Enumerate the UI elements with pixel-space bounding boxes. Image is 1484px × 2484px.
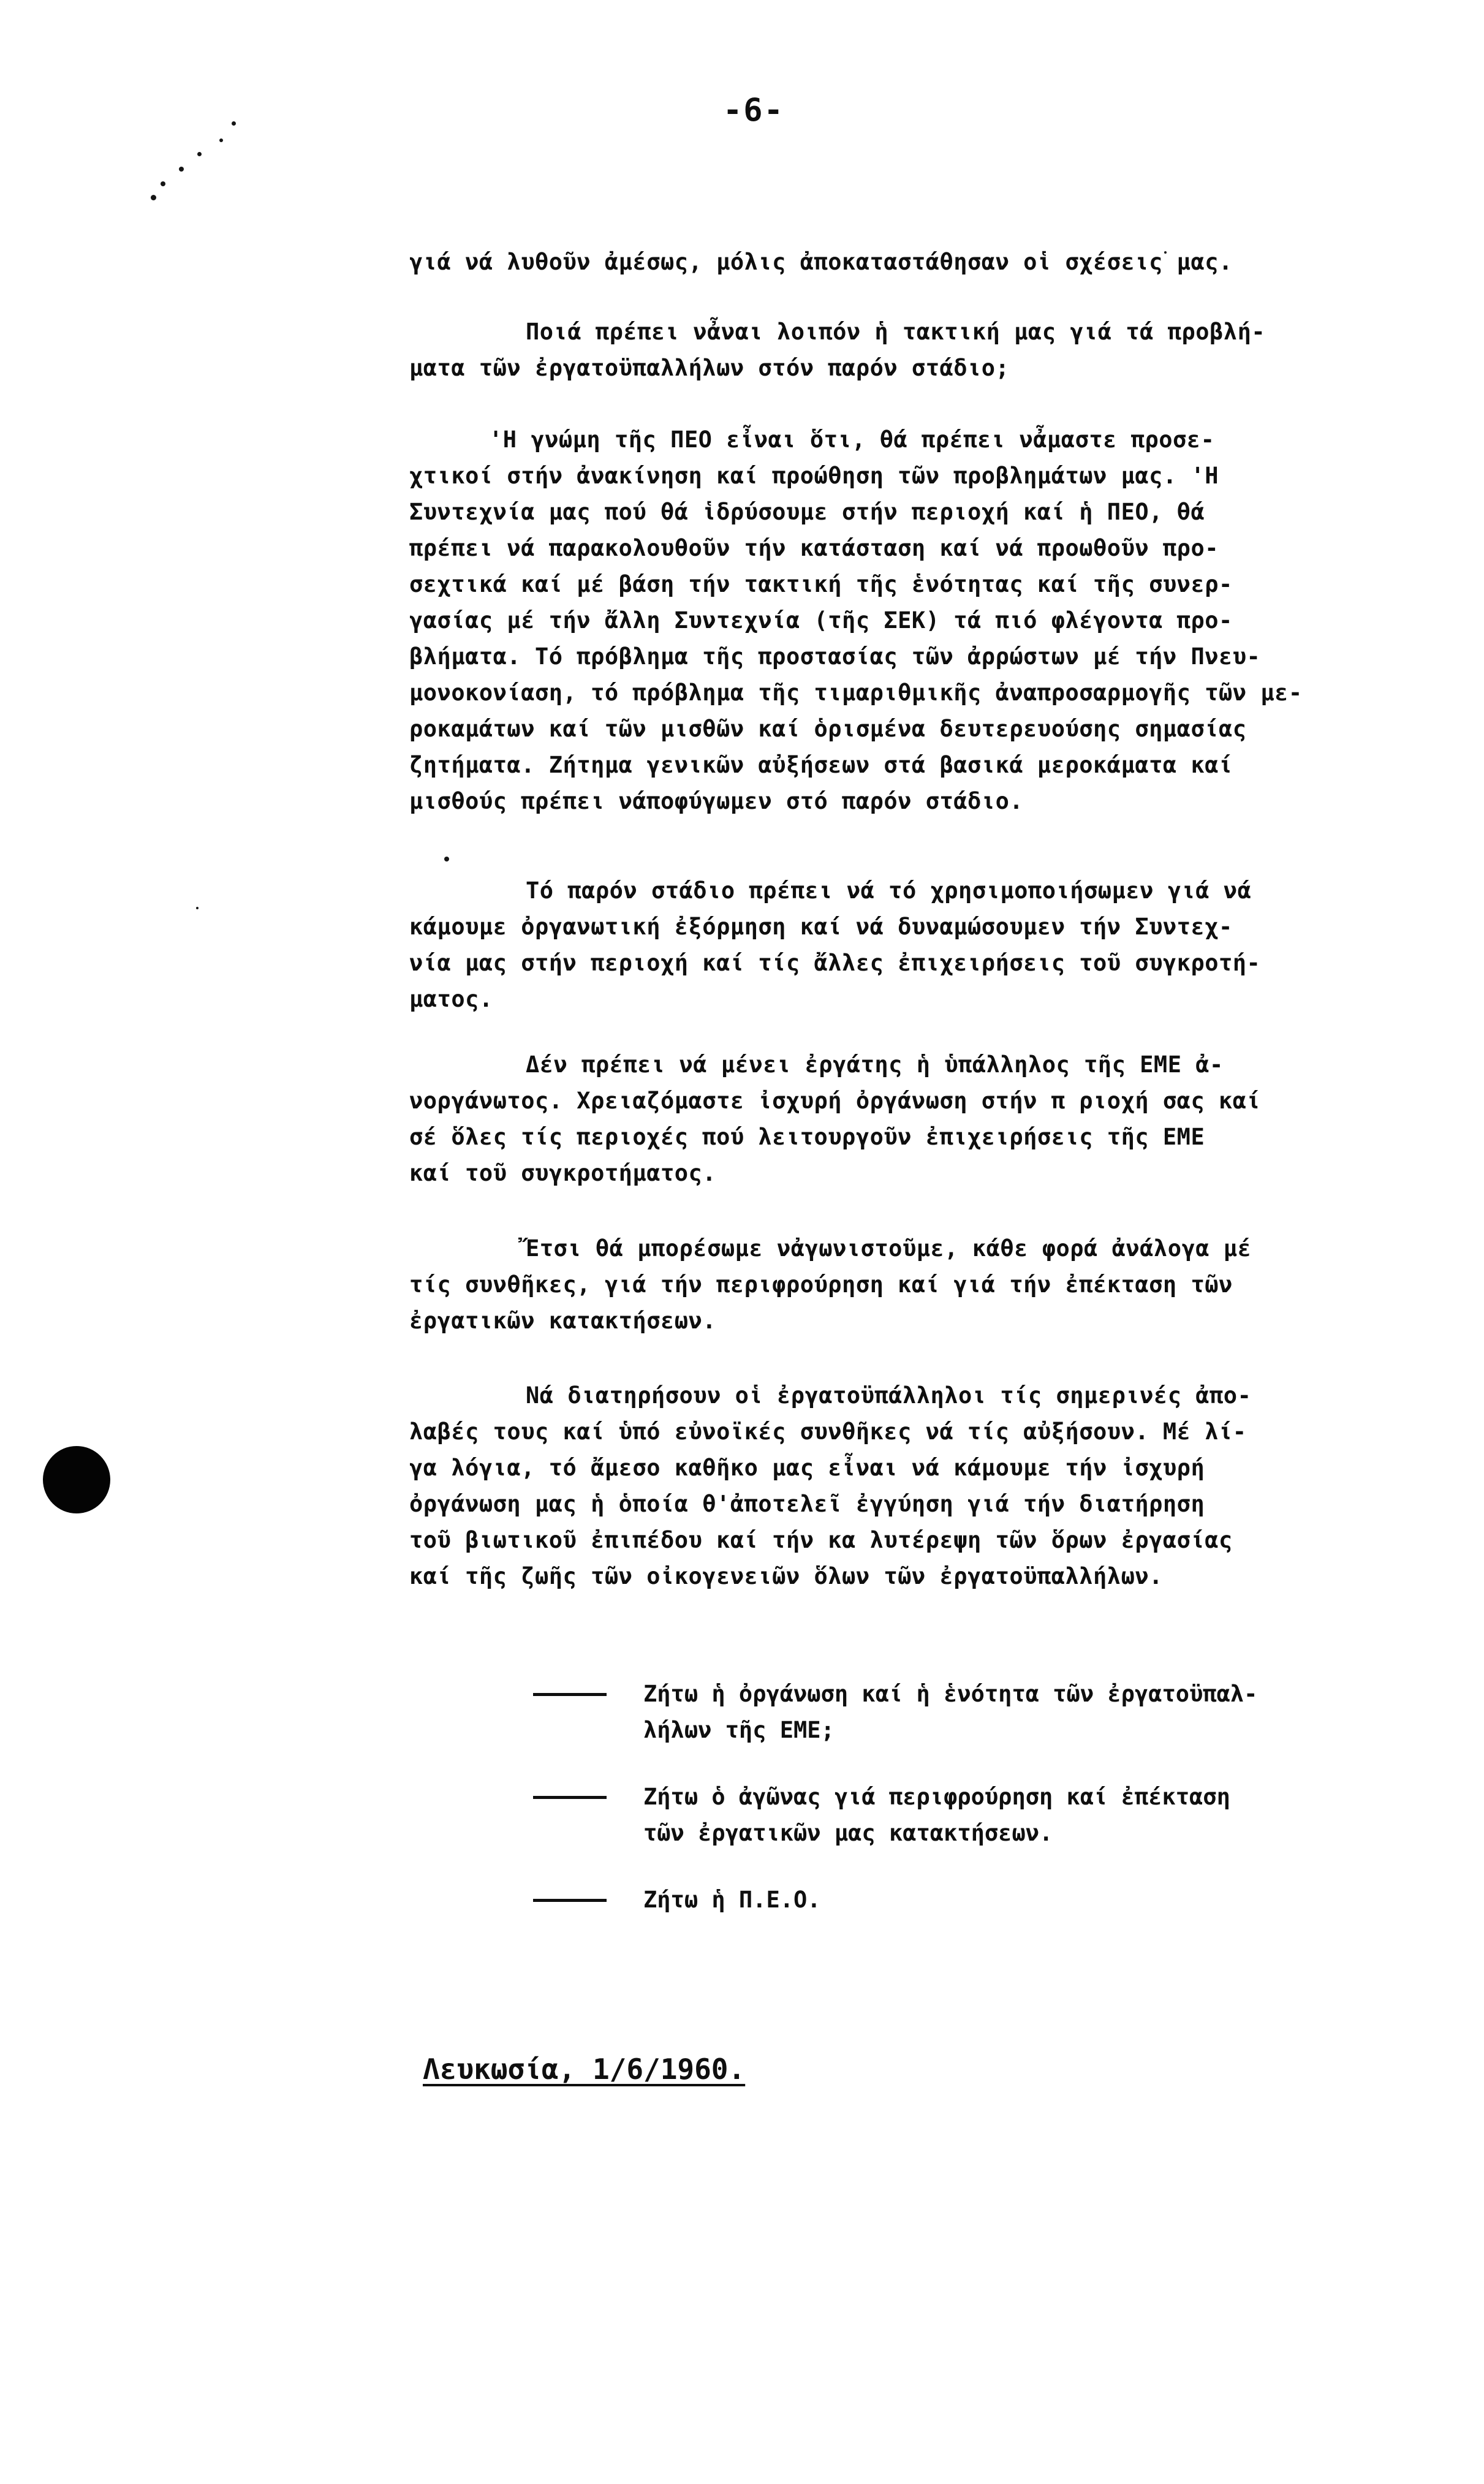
scan-speck xyxy=(179,167,184,172)
text-line: ζητήματα. Ζήτημα γενικῶν αὐξήσεων στά βασικά μεροκάματα καί xyxy=(409,752,1233,778)
text-line: ματα τῶν ἐργατοϋπαλλήλων στόν παρόν στάδιο; xyxy=(409,355,1010,381)
text-line: νία μας στήν περιοχή καί τίς ἄλλες ἐπιχειρήσεις τοῦ συγκροτή- xyxy=(409,950,1261,976)
slogan-item xyxy=(533,1779,1403,1851)
paragraph-3 xyxy=(409,422,1390,819)
scan-speck xyxy=(196,907,199,909)
paragraph-5 xyxy=(409,1047,1390,1191)
text-line: Ποιά πρέπει νἆναι λοιπόν ἡ τακτική μας γιά τά προβλή- xyxy=(526,319,1266,345)
text-line: τοῦ βιωτικοῦ ἐπιπέδου καί τήν κα λυτέρεψη τῶν ὅρων ἐργασίας xyxy=(409,1527,1233,1553)
text-line: βλήματα. Τό πρόβλημα τῆς προστασίας τῶν ἀρρώστων μέ τήν Πνευ- xyxy=(409,643,1261,670)
scan-speck xyxy=(232,121,236,126)
text-line: ροκαμάτων καί τῶν μισθῶν καί ὁρισμένα δευτερευούσης σημασίας xyxy=(409,716,1247,742)
text-line: Ζήτω ὁ ἀγῶνας γιά περιφρούρηση καί ἐπέκταση xyxy=(643,1784,1230,1810)
punch-hole xyxy=(43,1446,110,1513)
text-line: καί τῆς ζωῆς τῶν οἰκογενειῶν ὅλων τῶν ἐργατοϋπαλλήλων. xyxy=(409,1563,1163,1589)
slogan-item xyxy=(533,1882,1403,1918)
text-line: ὀργάνωση μας ἡ ὁποία θ'ἀποτελεῖ ἐγγύηση γιά τήν διατήρηση xyxy=(409,1491,1205,1517)
slogan-list xyxy=(533,1676,1403,1948)
paragraph-4 xyxy=(409,873,1390,1017)
text-line: γιά νά λυθοῦν ἀμέσως, μόλις ἀποκαταστάθησαν οἱ σχέσεις μας. xyxy=(409,249,1233,275)
text-line: Συντεχνία μας πού θά ἱδρύσουμε στήν περιοχή καί ἡ ΠΕΟ, θά xyxy=(409,499,1205,525)
text-line: μονοκονίαση, τό πρόβλημα τῆς τιμαριθμικῆς ἀναπροσαρμογῆς τῶν με- xyxy=(409,680,1303,706)
text-line: νοργάνωτος. Χρειαζόμαστε ἰσχυρή ὀργάνωση στήν π ριοχή σας καί xyxy=(409,1088,1261,1114)
text-line: Δέν πρέπει νά μένει ἐργάτης ἡ ὑπάλληλος τῆς ΕΜΕ ἀ- xyxy=(526,1051,1224,1078)
dateline: Λευκωσία, 1/6/1960. xyxy=(423,2053,746,2086)
text-line: σεχτικά καί μέ βάση τήν τακτική τῆς ἑνότητας καί τῆς συνερ- xyxy=(409,571,1233,597)
text-line: τίς συνθῆκες, γιά τήν περιφρούρηση καί γιά τήν ἐπέκταση τῶν xyxy=(409,1271,1233,1298)
text-line: γα λόγια, τό ἄμεσο καθῆκο μας εἶναι νά κάμουμε τήν ἰσχυρή xyxy=(409,1455,1205,1481)
text-line: μισθούς πρέπει νάποφύγωμεν στό παρόν στάδιο. xyxy=(409,788,1024,814)
slogan-item xyxy=(533,1676,1403,1748)
scan-speck xyxy=(219,138,223,142)
text-line: λαβές τους καί ὑπό εὐνοϊκές συνθῆκες νά τίς αὐξήσουν. Μέ λί- xyxy=(409,1418,1247,1445)
scan-speck xyxy=(197,152,202,156)
scan-speck xyxy=(444,857,449,861)
text-line: ματος. xyxy=(409,986,493,1012)
scan-speck xyxy=(161,181,165,186)
text-line: Ἔτσι θά μπορέσωμε νἀγωνιστοῦμε, κάθε φορά ἀνάλογα μέ xyxy=(526,1235,1252,1262)
text-line: χτικοί στήν ἀνακίνηση καί προώθηση τῶν προβλημάτων μας. 'Η xyxy=(409,463,1219,489)
text-line: γασίας μέ τήν ἄλλη Συντεχνία (τῆς ΣΕΚ) τά πιό φλέγοντα προ- xyxy=(409,607,1233,634)
text-line: Τό παρόν στάδιο πρέπει νά τό χρησιμοποιήσωμεν γιά νά xyxy=(526,877,1252,904)
text-line: 'Η γνώμη τῆς ΠΕΟ εἶναι ὅτι, θά πρέπει νἆμαστε προσε- xyxy=(489,426,1215,453)
page-number: -6- xyxy=(723,92,784,129)
text-line: κάμουμε ὀργανωτική ἐξόρμηση καί νά δυναμώσουμεν τήν Συντεχ- xyxy=(409,914,1233,940)
dash-bullet xyxy=(533,1899,607,1902)
text-line: ἐργατικῶν κατακτήσεων. xyxy=(409,1308,717,1334)
scan-speck xyxy=(151,195,156,200)
dash-bullet xyxy=(533,1693,607,1696)
dash-bullet xyxy=(533,1796,607,1799)
paragraph-6 xyxy=(409,1230,1390,1339)
text-line: Ζήτω ἡ ὀργάνωση καί ἡ ἑνότητα τῶν ἐργατοϋπαλ- xyxy=(643,1681,1258,1707)
text-line: καί τοῦ συγκροτήματος. xyxy=(409,1160,717,1186)
text-line: τῶν ἐργατικῶν μας κατακτήσεων. xyxy=(643,1820,1053,1846)
text-line: Ζήτω ἡ Π.Ε.Ο. xyxy=(643,1887,821,1913)
paragraph-2 xyxy=(409,314,1390,386)
paragraph-1 xyxy=(409,244,1390,280)
text-line: πρέπει νά παρακολουθοῦν τήν κατάσταση καί νά προωθοῦν προ- xyxy=(409,535,1219,561)
paragraph-7 xyxy=(409,1377,1390,1594)
text-line: σέ ὅλες τίς περιοχές πού λειτουργοῦν ἐπιχειρήσεις τῆς ΕΜΕ xyxy=(409,1124,1205,1150)
text-line: Νά διατηρήσουν οἱ ἐργατοϋπάλληλοι τίς σημερινές ἀπο- xyxy=(526,1382,1252,1409)
text-line: λήλων τῆς ΕΜΕ; xyxy=(643,1717,835,1743)
